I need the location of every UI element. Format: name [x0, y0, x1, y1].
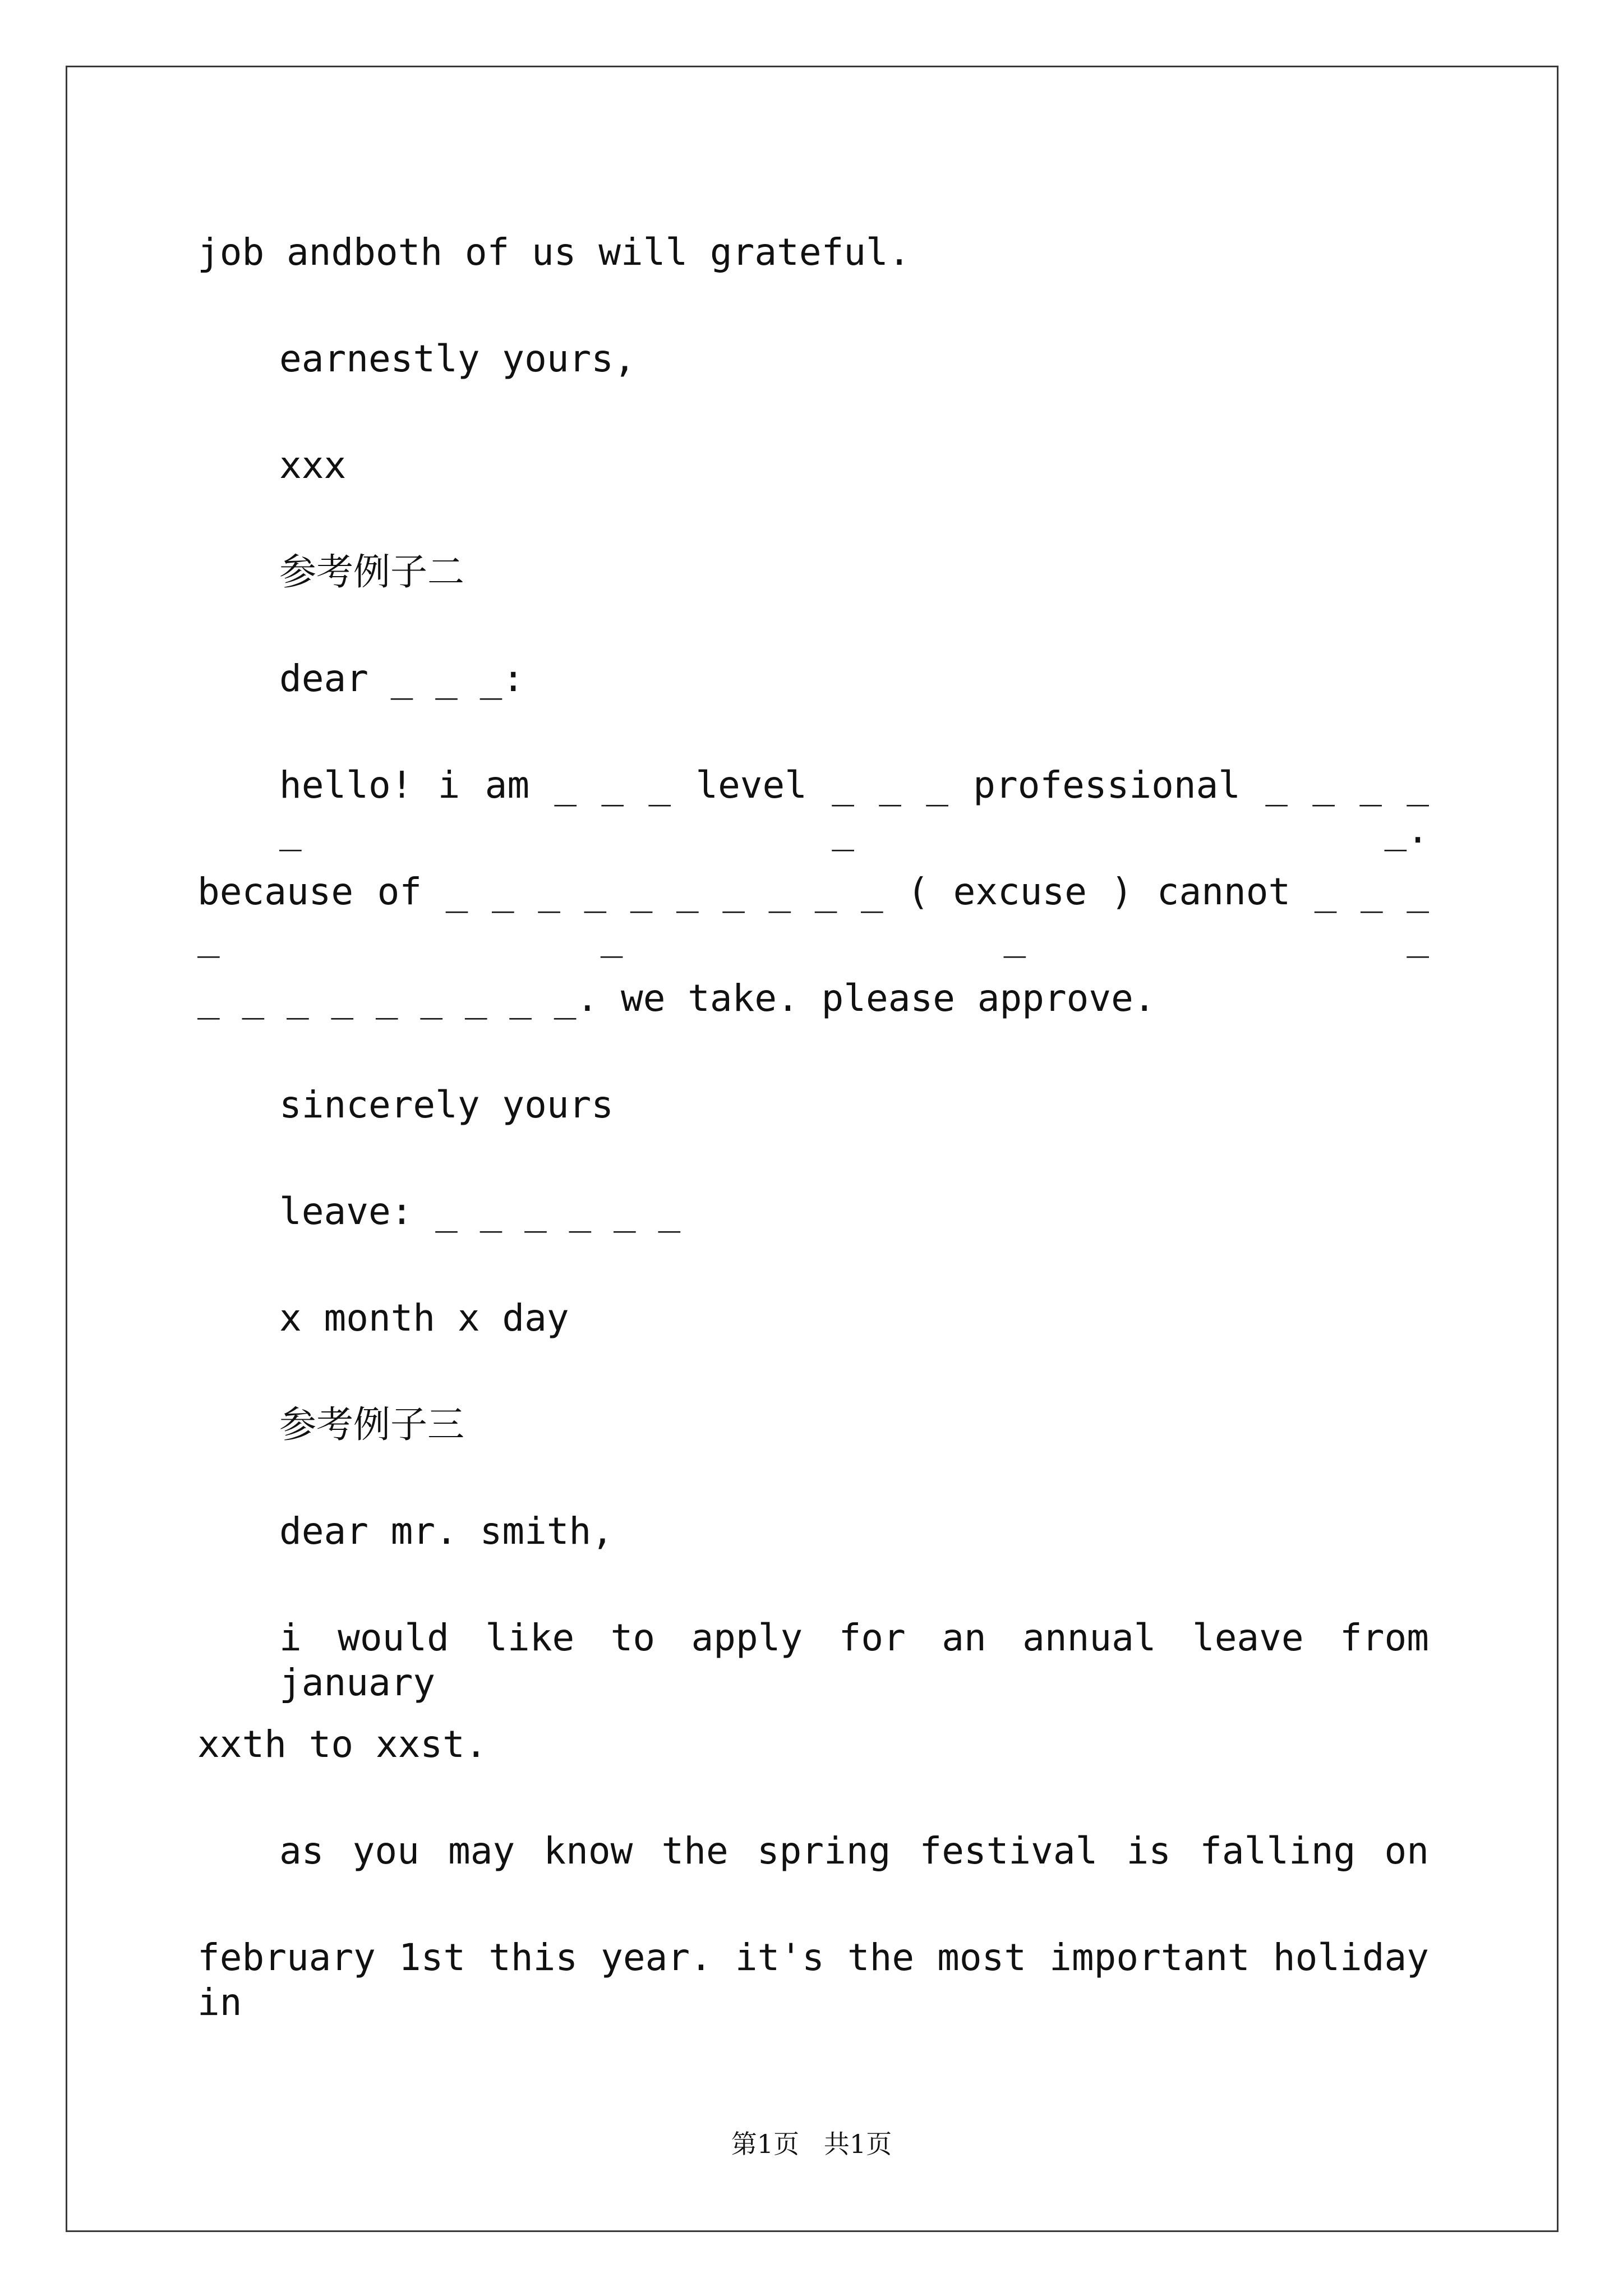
text-line: xxth to xxst.	[197, 1723, 487, 1766]
section-heading: 参考例子三	[279, 1403, 464, 1446]
salutation: dear _ _ _:	[279, 657, 525, 700]
text-line: _ _ _ _ _ _ _ _ _. we take. please approve.	[197, 977, 1156, 1020]
text-line: job andboth of us will grateful.	[197, 231, 911, 274]
section-heading: 参考例子二	[279, 550, 464, 593]
text-line: sincerely yours	[279, 1083, 614, 1126]
text-line: xxx	[279, 444, 347, 487]
page-border	[66, 66, 1559, 2232]
text-line: x month x day	[279, 1296, 569, 1340]
page-number-footer: 第1页 共1页	[731, 2129, 892, 2159]
text-line: because of _ _ _ _ _ _ _ _ _ _ ( excuse ) cannot _ _ _ _ _ _ _	[197, 870, 1429, 958]
text-line: hello! i am _ _ _ level _ _ _ professional _ _ _ _ _ _ _.	[279, 763, 1429, 852]
salutation: dear mr. smith,	[279, 1510, 614, 1553]
text-line: i would like to apply for an annual leave from january	[279, 1616, 1429, 1704]
text-line: february 1st this year. it's the most important holiday in	[197, 1936, 1429, 2024]
text-line: earnestly yours,	[279, 337, 636, 380]
text-line: leave: _ _ _ _ _ _	[279, 1190, 681, 1233]
text-line: as you may know the spring festival is falling on	[279, 1829, 1429, 1872]
